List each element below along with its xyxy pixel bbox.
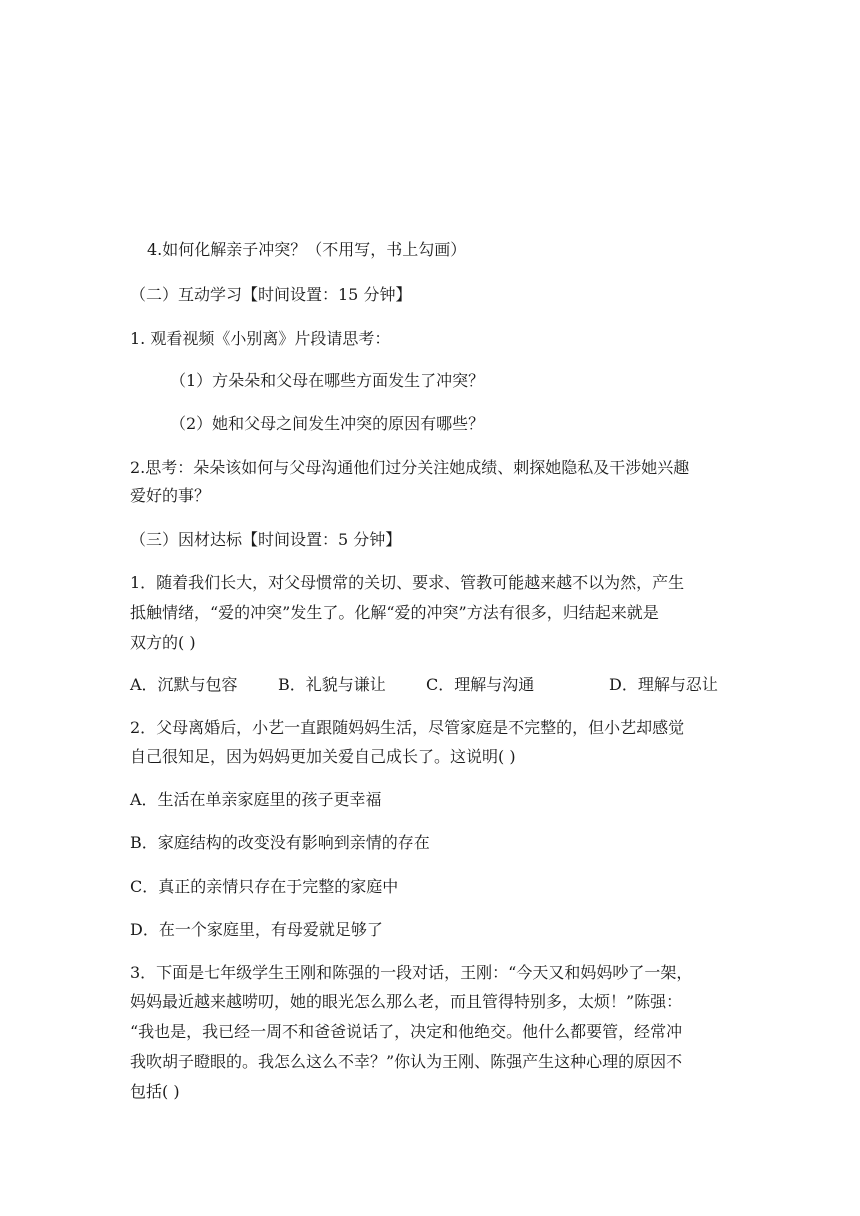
mcq-2-option-d: D．在一个家庭里，有母爱就足够了 (130, 920, 383, 939)
question-4: 4.如何化解亲子冲突？（不用写，书上勾画） (147, 240, 467, 259)
section-2-item-1-sub-2: （2）她和父母之间发生冲突的原因有哪些？ (170, 414, 485, 433)
mcq-3-line-1: 3．下面是七年级学生王刚和陈强的一段对话，王刚：“今天又和妈妈吵了一架， (130, 963, 693, 982)
mcq-2-option-b: B．家庭结构的改变没有影响到亲情的存在 (130, 833, 430, 852)
section-2-item-2-line-1: 2.思考：朵朵该如何与父母沟通他们过分关注她成绩、刺探她隐私及干涉她兴趣 (130, 458, 690, 477)
mcq-2-option-a: A．生活在单亲家庭里的孩子更幸福 (130, 790, 382, 809)
mcq-2-line-2: 自己很知足，因为妈妈更加关爱自己成长了。这说明( ) (130, 747, 516, 766)
section-3-title: （三）因材达标【时间设置：5 分钟】 (130, 530, 402, 549)
mcq-1-option-b: B．礼貌与谦让 (278, 675, 386, 694)
section-2-item-1-sub-1: （1）方朵朵和父母在哪些方面发生了冲突？ (170, 371, 485, 390)
mcq-1-line-1: 1．随着我们长大，对父母惯常的关切、要求、管教可能越来越不以为然，产生 (130, 573, 685, 592)
mcq-3-line-5: 包括( ) (130, 1082, 180, 1101)
mcq-1-option-c: C．理解与沟通 (426, 675, 535, 694)
section-2-item-2-line-2: 爱好的事？ (130, 486, 211, 505)
mcq-2-line-1: 2．父母离婚后，小艺一直跟随妈妈生活，尽管家庭是不完整的，但小艺却感觉 (130, 718, 685, 737)
section-2-title: （二）互动学习【时间设置：15 分钟】 (130, 285, 412, 304)
mcq-3-line-2: 妈妈最近越来越唠叨，她的眼光怎么那么老，而且管得特别多，太烦！”陈强： (130, 992, 683, 1011)
mcq-1-line-2: 抵触情绪，“爱的冲突”发生了。化解“爱的冲突”方法有很多，归结起来就是 (130, 603, 659, 622)
mcq-1-line-3: 双方的( ) (130, 633, 196, 652)
mcq-2-option-c: C．真正的亲情只存在于完整的家庭中 (130, 877, 399, 896)
mcq-1-option-a: A．沉默与包容 (130, 675, 238, 694)
mcq-3-line-3: “我也是，我已经一周不和爸爸说话了，决定和他绝交。他什么都要管，经常冲 (130, 1022, 683, 1041)
section-2-item-1: 1. 观看视频《小别离》片段请思考： (130, 329, 391, 348)
mcq-1-option-d: D．理解与忍让 (609, 675, 718, 694)
mcq-3-line-4: 我吹胡子瞪眼的。我怎么这么不幸？”你认为王刚、陈强产生这种心理的原因不 (130, 1052, 683, 1071)
